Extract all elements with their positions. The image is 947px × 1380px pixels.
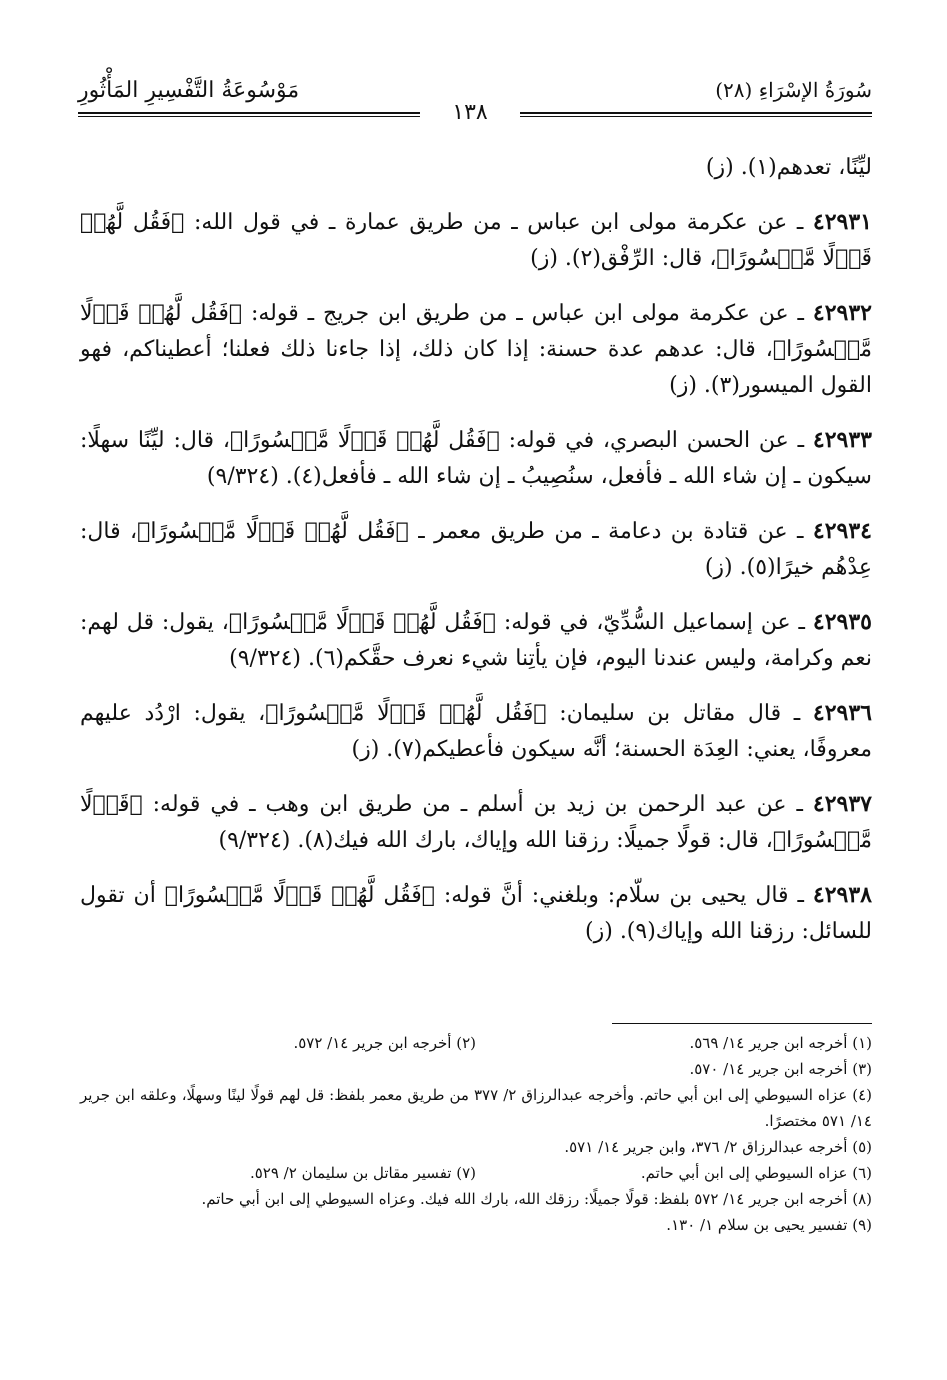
footnote-separator	[612, 1023, 872, 1024]
paragraph-text: ـ عن عكرمة مولى ابن عباس ـ من طريق ابن جريج ـ قوله: ﴿فَقُل لَّهُمۡ قَوۡلًا مَّيۡسُورًا﴾، قال: عدهم عدة حسنة: إذا كان ذلك، إذا جاءنا ذلك فعلنا؛ أعطيناكم، فهو القول الميسور(٣). (ز)	[80, 301, 872, 398]
entry-number: ٤٢٩٣٦	[812, 700, 872, 726]
paragraph	[80, 513, 872, 586]
footnote: (٧) تفسير مقاتل بن سليمان ٢/ ٥٢٩.	[249, 1164, 476, 1182]
footnote: (٥) أخرجه عبدالرزاق ٢/ ٣٧٦، وابن جرير ١٤/ ٥٧١.	[564, 1138, 872, 1156]
paragraph-text: ـ قال يحيى بن سلّام: وبلغني: أنَّ قوله: ﴿فَقُل لَّهُمۡ قَوۡلًا مَّيۡسُورًا﴾ أن تقول للسائل: رزقنا الله وإياك(٩). (ز)	[80, 883, 872, 944]
paragraph-text: ـ عن عبد الرحمن بن زيد بن أسلم ـ من طريق ابن وهب ـ في قوله: ﴿قَوۡلًا مَّيۡسُورًا﴾، قال: قولًا جميلًا: رزقنا الله وإياك، بارك الله فيك(٨). (٩/٣٢٤)	[80, 792, 872, 853]
paragraph-text: ـ عن الحسن البصري، في قوله: ﴿فَقُل لَّهُمۡ قَوۡلًا مَّيۡسُورًا﴾، قال: ليِّنًا سهلًا: سيكون ـ إن شاء الله ـ فأفعل، سنُصِيبُ ـ إن شاء الله ـ فأفعل(٤). (٩/٣٢٤)	[80, 428, 872, 489]
entry-number: ٤٢٩٣٧	[812, 791, 872, 817]
entry-number: ٤٢٩٣٨	[812, 882, 872, 908]
main-text	[80, 150, 872, 968]
paragraph	[80, 422, 872, 495]
footnote: (٨) أخرجه ابن جرير ١٤/ ٥٧٢ بلفظ: قولًا جميلًا: رزقك الله، بارك الله فيك. وعزاه السيوطي إلى ابن أبي حاتم.	[201, 1190, 872, 1208]
footnote: (٣) أخرجه ابن جرير ١٤/ ٥٧٠.	[689, 1060, 872, 1078]
footnote: (١) أخرجه ابن جرير ١٤/ ٥٦٩.	[689, 1034, 872, 1052]
surah-title: سُورَةُ الإسْرَاءِ (٢٨)	[715, 78, 872, 102]
page-number: ١٣٨	[420, 100, 520, 125]
entry-number: ٤٢٩٣٣	[812, 427, 872, 453]
paragraph-text: ـ عن إسماعيل السُّدِّيّ، في قوله: ﴿فَقُل لَّهُمۡ قَوۡلًا مَّيۡسُورًا﴾، يقول: قل لهم: نعم وكرامة، وليس عندنا اليوم، فإن يأتِنا شيء نعرف حقَّكم(٦). (٩/٣٢٤)	[80, 610, 872, 671]
entry-number: ٤٢٩٣٤	[812, 518, 872, 544]
paragraph	[80, 786, 872, 859]
entry-number: ٤٢٩٣٢	[812, 300, 872, 326]
paragraph	[80, 604, 872, 677]
footnotes	[80, 1030, 872, 1238]
footnote-row	[80, 1030, 872, 1056]
paragraph-text: ـ قال مقاتل بن سليمان: ﴿فَقُل لَّهُمۡ قَوۡلًا مَّيۡسُورًا﴾، يقول: ارْدُد عليهم معروفًا، يعني: العِدَة الحسنة؛ أنَّه سيكون فأعطيكم(٧). (ز)	[80, 701, 872, 762]
paragraph	[80, 695, 872, 768]
footnote: (٩) تفسير يحيى بن سلام ١/ ١٣٠.	[666, 1216, 872, 1234]
paragraph	[80, 295, 872, 404]
entry-number: ٤٢٩٣٥	[812, 609, 872, 635]
footnote: (٤) عزاه السيوطي إلى ابن أبي حاتم. وأخرجه عبدالرزاق ٢/ ٣٧٧ من طريق معمر بلفظ: قل لهم قولًا لينًا وسهلًا، وعلقه ابن جرير ١٤/ ٥٧١ مختصرًا.	[80, 1086, 873, 1130]
footnote-row	[80, 1160, 872, 1186]
book-title: مَوْسُوعَةُ التَّفْسِيرِ المَأْثُورِ	[78, 78, 300, 103]
footnote: (٢) أخرجه ابن جرير ١٤/ ٥٧٢.	[293, 1034, 476, 1052]
paragraph-text: ليِّنًا، تعدهم(١). (ز)	[705, 155, 872, 180]
entry-number: ٤٢٩٣١	[812, 209, 872, 235]
paragraph-text: ـ عن عكرمة مولى ابن عباس ـ من طريق عمارة ـ في قول الله: ﴿فَقُل لَّهُمۡ قَوۡلًا مَّيۡسُورًا﴾، قال: الرِّفْق(٢). (ز)	[80, 210, 872, 271]
paragraph-text: ـ عن قتادة بن دعامة ـ من طريق معمر ـ ﴿فَقُل لَّهُمۡ قَوۡلًا مَّيۡسُورًا﴾، قال: عِدْهُم خيرًا(٥). (ز)	[80, 519, 872, 580]
paragraph	[80, 150, 872, 186]
paragraph	[80, 204, 872, 277]
paragraph	[80, 877, 872, 950]
footnote: (٦) عزاه السيوطي إلى ابن أبي حاتم.	[640, 1164, 872, 1182]
